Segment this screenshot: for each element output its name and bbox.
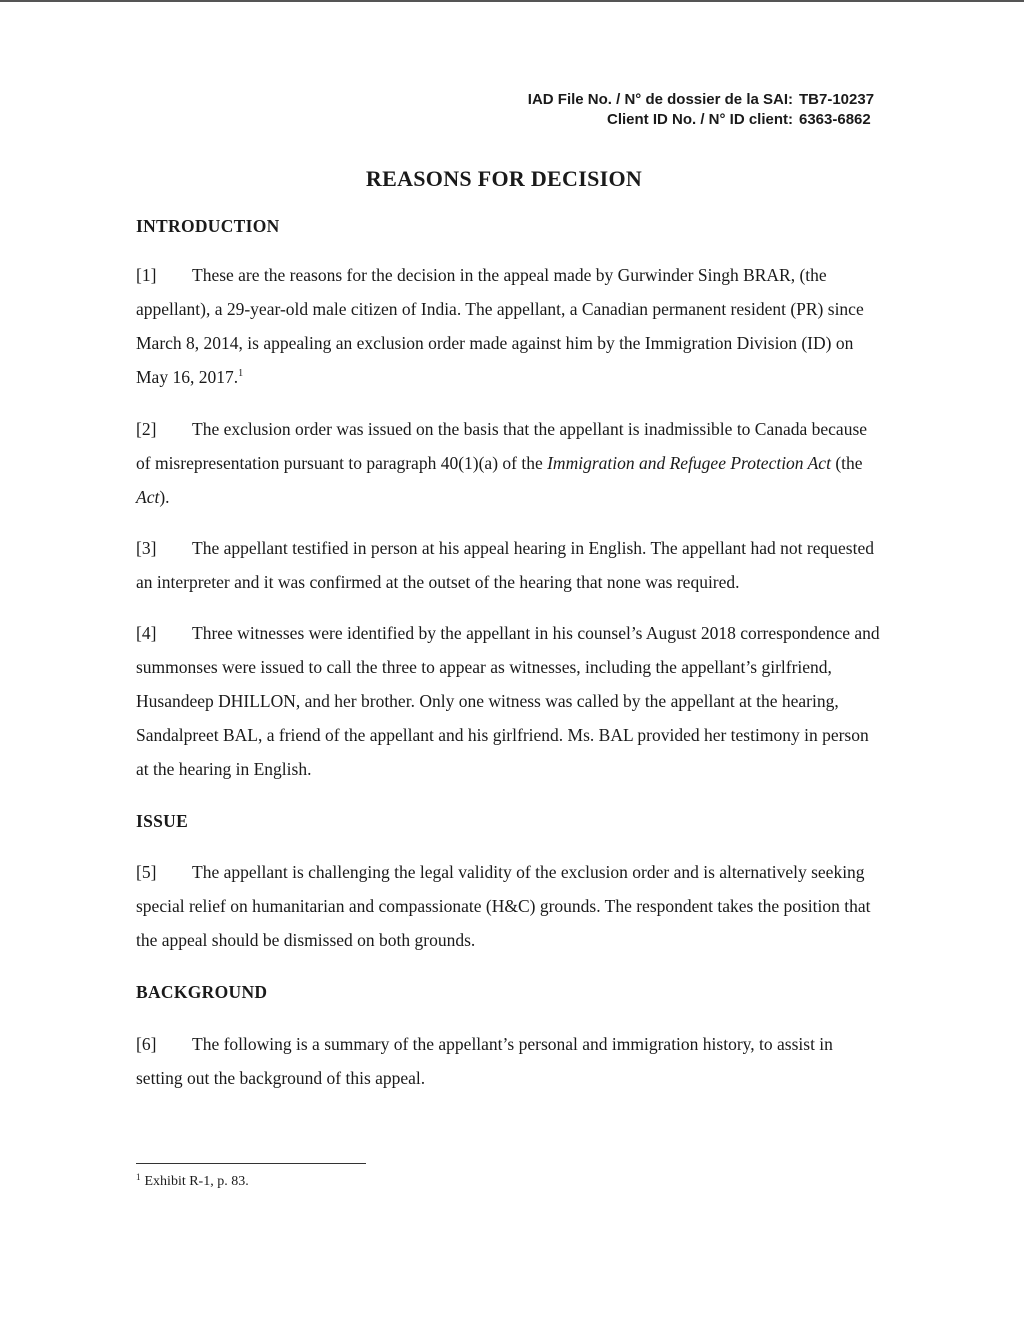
paragraph-5	[136, 855, 881, 957]
paragraph-number: [5]	[136, 862, 157, 882]
footnote-text: Exhibit R-1, p. 83.	[144, 1174, 249, 1189]
paragraph-text: Three witnesses were identified by the appellant in his counsel’s August 2018 correspondence and summonses were issued to call the three to appear as witnesses, including the appellant’s girlfriend, Husandeep DHILLON, and her brother. Only one witness was called by the appellant at the hearing, Sandalpreet BAL, a friend of the appellant and his girlfriend. Ms. BAL provided her testimony in person at the hearing in English.	[136, 623, 880, 779]
paragraph-2	[136, 412, 881, 514]
footnote-1	[136, 1174, 249, 1190]
heading-introduction: INTRODUCTION	[136, 216, 280, 236]
paragraph-6	[136, 1027, 881, 1095]
footnote-marker: 1	[136, 1172, 141, 1182]
page-top-border	[0, 0, 1024, 2]
paragraph-number: [3]	[136, 538, 157, 558]
client-id-row	[528, 110, 881, 130]
paragraph-number: [2]	[136, 419, 157, 439]
paragraph-text: (the	[830, 453, 863, 473]
client-id-label: Client ID No. / N° ID client:	[606, 111, 793, 128]
act-title: Immigration and Refugee Protection Act	[547, 453, 831, 473]
paragraph-text: The following is a summary of the appellant’s personal and immigration history, to assist in setting out the background of this appeal.	[136, 1034, 833, 1088]
paragraph-text: ).	[159, 487, 170, 507]
file-number-label: IAD File No. / N° de dossier de la SAI:	[527, 91, 793, 108]
paragraph-4	[136, 616, 881, 786]
heading-issue: ISSUE	[136, 811, 189, 831]
document-title: REASONS FOR DECISION	[365, 166, 643, 191]
file-number-value: TB7-10237	[799, 91, 875, 108]
paragraph-number: [1]	[136, 265, 157, 285]
heading-background: BACKGROUND	[136, 982, 268, 1002]
file-reference-header	[528, 90, 881, 130]
paragraph-3	[136, 531, 881, 599]
paragraph-number: [4]	[136, 623, 157, 643]
paragraph-1	[136, 258, 881, 394]
paragraph-number: [6]	[136, 1034, 157, 1054]
file-number-row	[528, 90, 881, 110]
paragraph-text: The appellant is challenging the legal validity of the exclusion order and is alternatively seeking special relief on humanitarian and compassionate (H&C) grounds. The respondent takes the position that the appeal should be dismissed on both grounds.	[136, 862, 871, 950]
footnote-separator	[136, 1163, 366, 1164]
footnote-reference[interactable]: 1	[238, 368, 244, 379]
paragraph-text: The exclusion order was issued on the basis that the appellant is inadmissible to Canada because of misrepresentation pursuant to paragraph 40(1)(a) of the	[136, 419, 868, 473]
paragraph-text: These are the reasons for the decision in the appeal made by Gurwinder Singh BRAR, (the appellant), a 29-year-old male citizen of India. The appellant, a Canadian permanent resident (PR) since March 8, 2014, is appealing an exclusion order made against him by the Immigration Division (ID) on May 16, 2017.	[136, 265, 864, 387]
paragraph-text: The appellant testified in person at his appeal hearing in English. The appellant had not requested an interpreter and it was confirmed at the outset of the hearing that none was required.	[136, 538, 874, 592]
client-id-value: 6363-6862	[799, 111, 871, 128]
act-short-title: Act	[136, 487, 160, 507]
